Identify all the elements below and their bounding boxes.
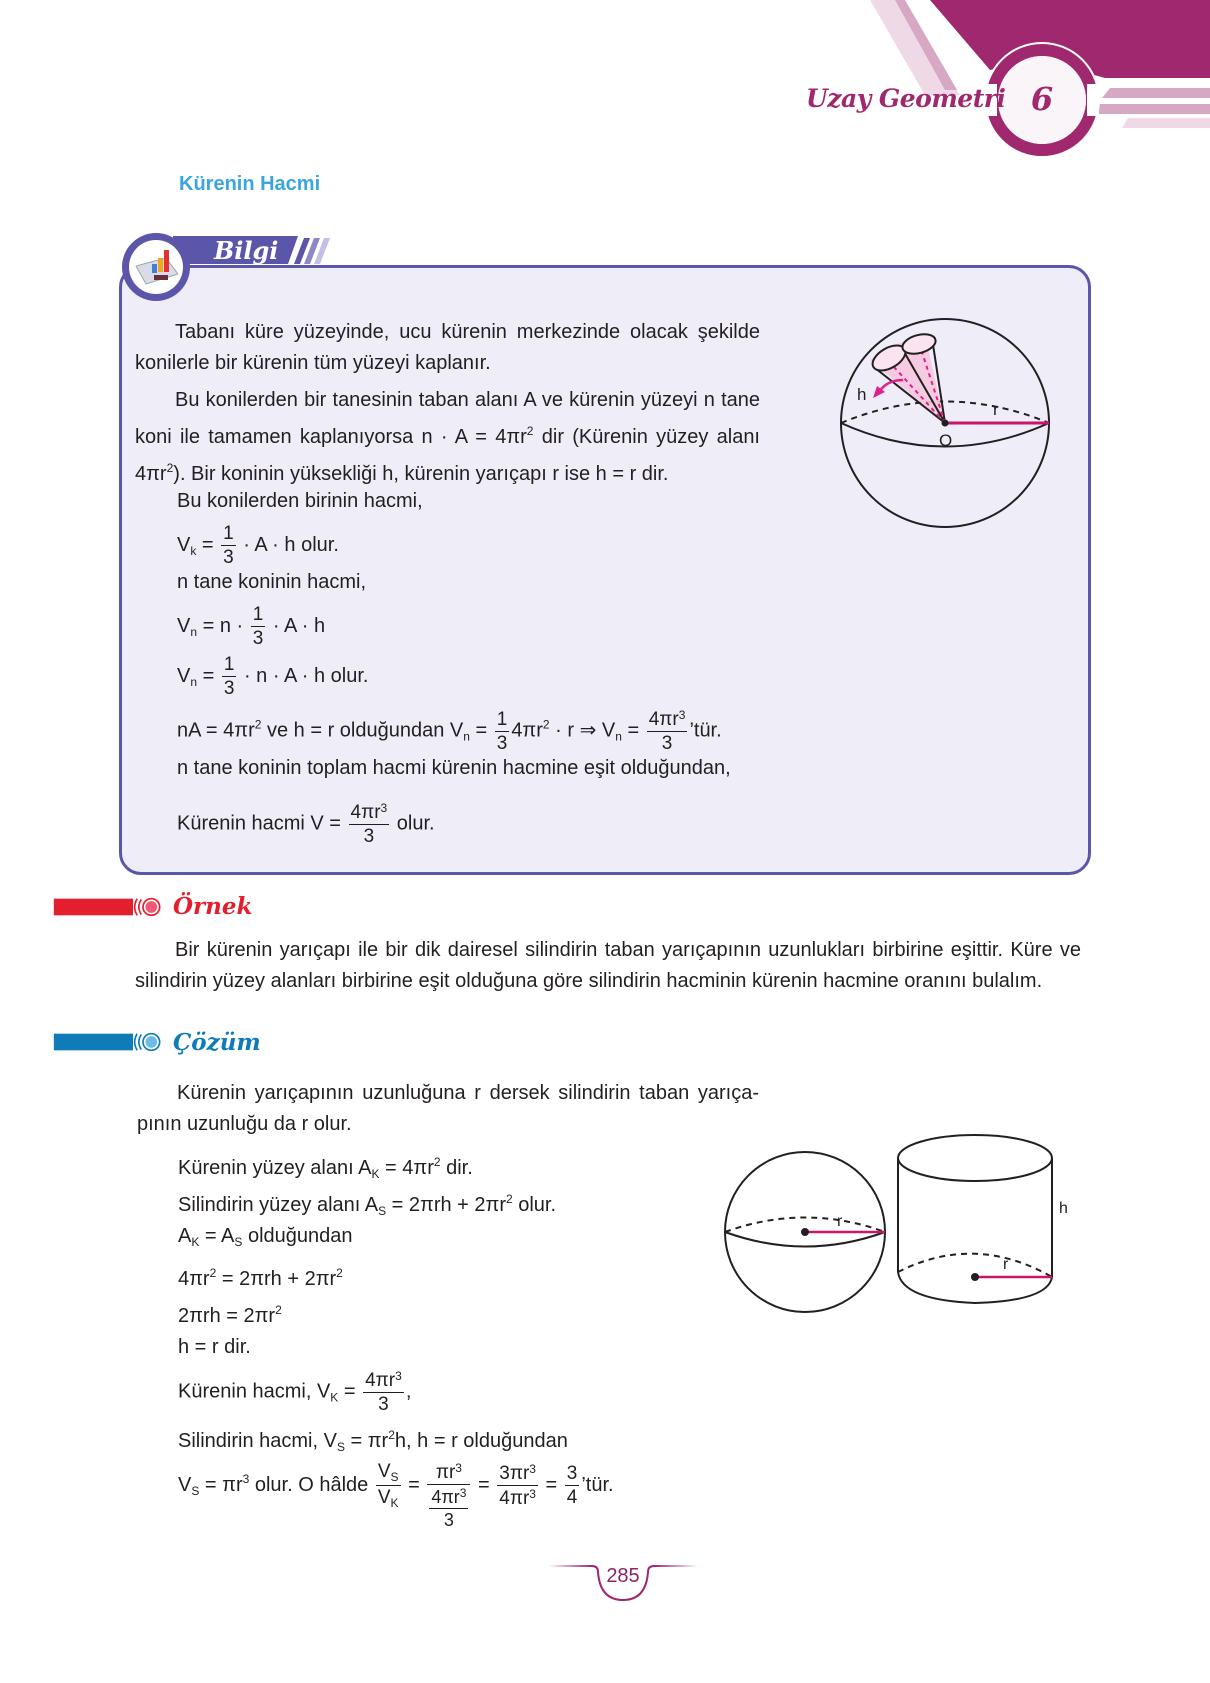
svg-text:r: r	[1003, 1256, 1009, 1273]
svg-text:h: h	[1059, 1200, 1068, 1217]
sphere-volume-formula: Kürenin hacmi V = $\frac{4\pi r^3}{3}$ olur.	[177, 801, 435, 847]
sphere-surface-line: Kürenin yüzey alanı $A_K = 4\pi r^2$ dir.	[178, 1155, 473, 1181]
solution-intro: Kürenin yarıçapının uzunluğuna r dersek silindirin taban yarıça- pının uzunluğu da r olur.	[137, 1082, 759, 1135]
chapter-number: 6	[1030, 80, 1054, 118]
section-title: Kürenin Hacmi	[179, 173, 321, 195]
ratio-line: $V_S = \pi r^3$ olur. O hâlde $\frac{V_S}{V_K}$ = $\frac{\pi r^3}{\frac{4\pi r^3}{3}}$ = $\frac{3\pi r^3}{4\pi r^3}$ = $\frac{3}{4}$ ’tür.	[178, 1461, 614, 1530]
h-equals-r-line: h = r dir.	[178, 1336, 251, 1358]
sphere-volume-line: Kürenin hacmi, $V_K$ = $\frac{4\pi r^3}{3}$ ,	[178, 1369, 412, 1415]
info-paragraph-2: Bu konilerden bir tanesinin taban alanı A ve kürenin yüzeyi n tane koni ile tamamen kaplanıyorsa $n \cdot A = 4\pi r^2$ dir (Kürenin yüzey alanı $4\pi r^2$). Bir koninin yüksekliği h, kürenin yarıçapı r ise h = r dir.	[135, 389, 760, 485]
cone-volume-label: Bu konilerden birinin hacmi,	[177, 490, 423, 512]
chapter-title: Uzay Geometri	[806, 84, 1006, 113]
equation-line-2: $2\pi rh = 2\pi r^2$	[178, 1303, 282, 1327]
example-marker	[43, 897, 173, 917]
sphere-cylinder-diagram	[720, 1125, 1070, 1340]
info-paragraph-1: Tabanı küre yüzeyinde, ucu kürenin merkezinde olacak şekilde konilerle bir kürenin tüm yüzeyi kaplanır.	[135, 321, 760, 374]
vn-formula-2: $V_n$ = $\frac{1}{3}$ · n · A · h olur.	[177, 654, 369, 699]
total-volume-label: n tane koninin toplam hacmi kürenin hacmine eşit olduğundan,	[177, 757, 731, 779]
vn-formula-1: $V_n = n$ · $\frac{1}{3}$ · A · h	[177, 604, 326, 649]
sphere-cones-diagram	[835, 310, 1075, 535]
n-cones-label: n tane koninin hacmi,	[177, 571, 367, 593]
solution-label: Çözüm	[173, 1029, 261, 1056]
svg-text:O: O	[939, 431, 953, 450]
svg-text:h: h	[857, 385, 867, 404]
solution-marker	[43, 1032, 173, 1052]
cylinder-volume-line: Silindirin hacmi, $V_S = \pi r^2h$, h = r olduğundan	[178, 1428, 568, 1454]
derivation-formula: nA = $4\pi r^2$ ve h = r olduğundan $V_n$ = $\frac{1}{3}$ $4\pi r^2 \cdot r$ ⇒ $V_n$ = $\frac{4\pi r^3}{3}$ ’tür.	[177, 708, 722, 754]
cylinder-surface-line: Silindirin yüzey alanı $A_S = 2\pi rh + 2\pi r^2$ olur.	[178, 1192, 557, 1218]
equal-surfaces-line: $A_K = A_S$ olduğundan	[178, 1225, 353, 1249]
example-label: Örnek	[173, 893, 253, 920]
vk-formula: $V_k$ = $\frac{1}{3}$ · A · h olur.	[177, 523, 339, 568]
info-box-label: Bilgi	[214, 236, 279, 265]
example-text: Bir kürenin yarıçapı ile bir dik dairesel silindirin taban yarıçapının uzunlukları birbirine eşittir. Küre ve silindirin yüzey alanları birbirine eşit olduğuna göre silindirin hacminin kürenin hacmine oranını bulalım.	[135, 939, 1081, 992]
equation-line-1: $4\pi r^2 = 2\pi rh + 2\pi r^2$	[178, 1266, 343, 1290]
svg-text:r: r	[837, 1213, 843, 1230]
svg-text:r: r	[993, 400, 999, 419]
page-number: 285	[606, 1565, 640, 1587]
